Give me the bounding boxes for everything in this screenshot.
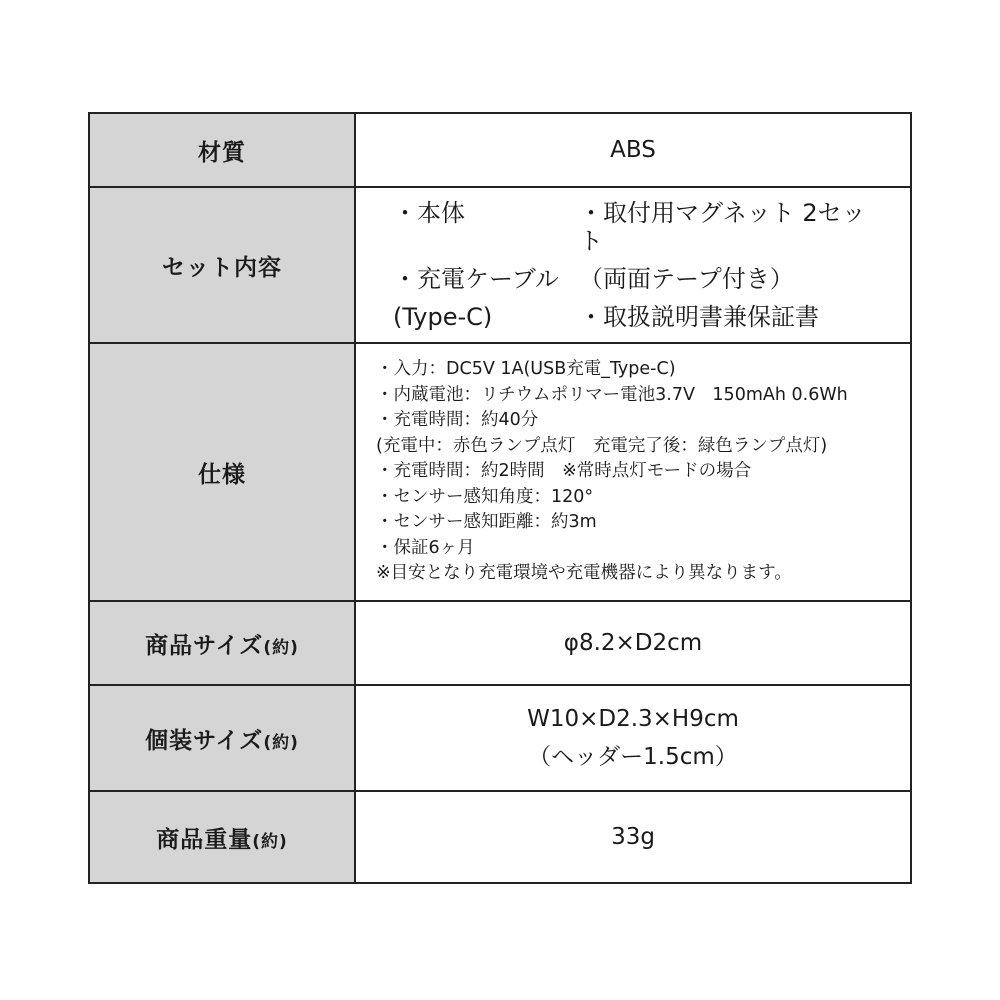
row-material — [89, 113, 911, 187]
label-package-size-approx: (約) — [263, 732, 299, 753]
row-specs — [89, 343, 911, 601]
value-weight: 33g — [355, 791, 911, 883]
row-set-contents — [89, 187, 911, 343]
spec-line: ・充電時間：約2時間 ※常時点灯モードの場合 — [376, 461, 752, 482]
label-product-size-text: 商品サイズ — [145, 632, 264, 659]
spec-line: ・センサー感知距離：約3m — [376, 512, 597, 533]
label-package-size-text: 個装サイズ — [145, 727, 264, 754]
set-item: ・充電ケーブル — [393, 265, 559, 293]
spec-line: ・入力：DC5V 1A(USB充電_Type-C) — [376, 359, 676, 380]
spec-list — [356, 357, 910, 587]
value-product-size: φ8.2×D2cm — [355, 601, 911, 685]
value-specs — [355, 343, 911, 601]
label-set-contents: セット内容 — [89, 187, 355, 343]
package-size-line1: W10×D2.3×H9cm — [527, 706, 739, 732]
spec-line: ・保証6ヶ月 — [376, 537, 475, 558]
label-specs: 仕様 — [89, 343, 355, 601]
set-item: ・取扱説明書兼保証書 — [579, 303, 819, 331]
spec-line: ※目安となり充電環境や充電機器により異なります。 — [376, 563, 792, 584]
set-item: (Type-C) — [393, 303, 493, 331]
label-weight-approx: (約) — [252, 831, 288, 852]
set-item: ・本体 — [393, 199, 465, 227]
row-weight — [89, 791, 911, 883]
spec-line: ・充電時間：約40分 — [376, 410, 539, 431]
row-product-size — [89, 601, 911, 685]
label-weight-text: 商品重量 — [156, 826, 253, 853]
value-package-size — [355, 685, 911, 791]
row-package-size — [89, 685, 911, 791]
spec-line: (充電中：赤色ランプ点灯 充電完了後：緑色ランプ点灯) — [376, 435, 828, 456]
spec-table — [88, 112, 912, 884]
label-product-size — [89, 601, 355, 685]
set-item: ・取付用マグネット 2セット — [579, 199, 866, 255]
label-package-size — [89, 685, 355, 791]
label-product-size-approx: (約) — [263, 637, 299, 658]
set-item: （両面テープ付き） — [579, 265, 794, 293]
set-contents-grid — [393, 199, 873, 331]
package-size-line2: （ヘッダー1.5cm） — [528, 744, 738, 770]
value-set-contents — [355, 187, 911, 343]
label-weight — [89, 791, 355, 883]
value-material: ABS — [355, 113, 911, 187]
label-material: 材質 — [89, 113, 355, 187]
spec-line: ・内蔵電池：リチウムポリマー電池3.7V 150mAh 0.6Wh — [376, 384, 848, 405]
spec-line: ・センサー感知角度：120° — [376, 486, 594, 507]
